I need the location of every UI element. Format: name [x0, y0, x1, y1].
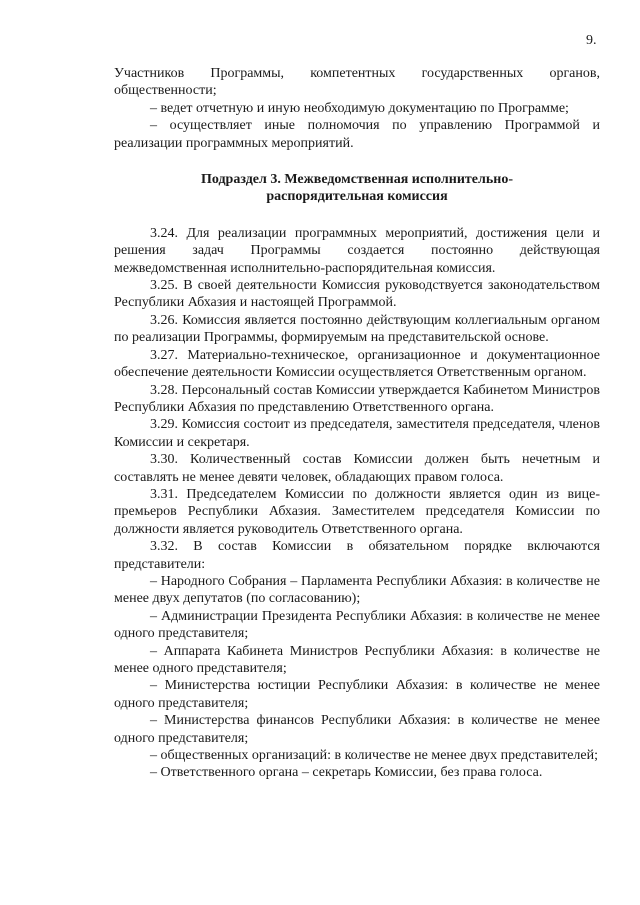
member-list-item: – общественных организаций: в количестве не менее двух представителей;	[150, 748, 598, 764]
clause-3-25: 3.25. В своей деятельности Комиссия руководствуется законодательством Республики Абхазия и настоящей Программой.	[114, 278, 600, 311]
page-number: 9.	[586, 33, 597, 48]
intro-list-item: – осуществляет иные полномочия по управлению Программой и реализации программных мероприятий.	[114, 118, 600, 151]
document-body	[114, 65, 600, 782]
member-list-item: – Министерства финансов Республики Абхазия: в количестве не менее одного представителя;	[114, 713, 600, 746]
clause-3-30: 3.30. Количественный состав Комиссии должен быть нечетным и составлять не менее девяти человек, обладающих правом голоса.	[114, 452, 600, 485]
clause-3-24: 3.24. Для реализации программных мероприятий, достижения цели и решения задач Программы создается постоянно действующая межведомственная исполнительно-распорядительная комиссия.	[114, 225, 600, 276]
clause-3-32: 3.32. В состав Комиссии в обязательном порядке включаются представители:	[114, 539, 600, 572]
intro-list-item: – ведет отчетную и иную необходимую документацию по Программе;	[150, 100, 569, 116]
member-list-item: – Аппарата Кабинета Министров Республики Абхазия: в количестве не менее одного представителя;	[114, 643, 600, 676]
section-heading-line: Подраздел 3. Межведомственная исполнительно-	[200, 172, 513, 188]
section-heading	[114, 171, 600, 206]
clause-3-27: 3.27. Материально-техническое, организационное и документационное обеспечение деятельности Комиссии осуществляется Ответственным органом.	[114, 347, 600, 381]
clause-3-26: 3.26. Комиссия является постоянно действующим коллегиальным органом по реализации Программы, формируемым на представительской основе.	[114, 312, 600, 346]
clause-3-28: 3.28. Персональный состав Комиссии утверждается Кабинетом Министров Республики Абхазия по представлению Ответственного органа.	[114, 382, 600, 415]
intro-paragraph: Участников Программы, компетентных государственных органов, общественности;	[114, 66, 600, 99]
member-list-item: – Ответственного органа – секретарь Комиссии, без права голоса.	[150, 765, 543, 781]
clause-3-31: 3.31. Председателем Комиссии по должности является один из вице-премьеров Республики Абхазия. Заместителем председателя Комиссии по должности является руководитель Ответственного органа.	[114, 486, 600, 537]
member-list-item: – Народного Собрания – Парламента Республики Абхазия: в количестве не менее двух депутатов (по согласованию);	[114, 573, 600, 607]
member-list-item: – Администрации Президента Республики Абхазия: в количестве не менее одного представителя;	[114, 608, 600, 642]
section-heading-line: распорядительная комиссия	[266, 189, 448, 205]
clause-3-29: 3.29. Комиссия состоит из председателя, заместителя председателя, членов Комиссии и секретаря.	[114, 417, 600, 450]
member-list-item: – Министерства юстиции Республики Абхазия: в количестве не менее одного представителя;	[114, 678, 600, 711]
